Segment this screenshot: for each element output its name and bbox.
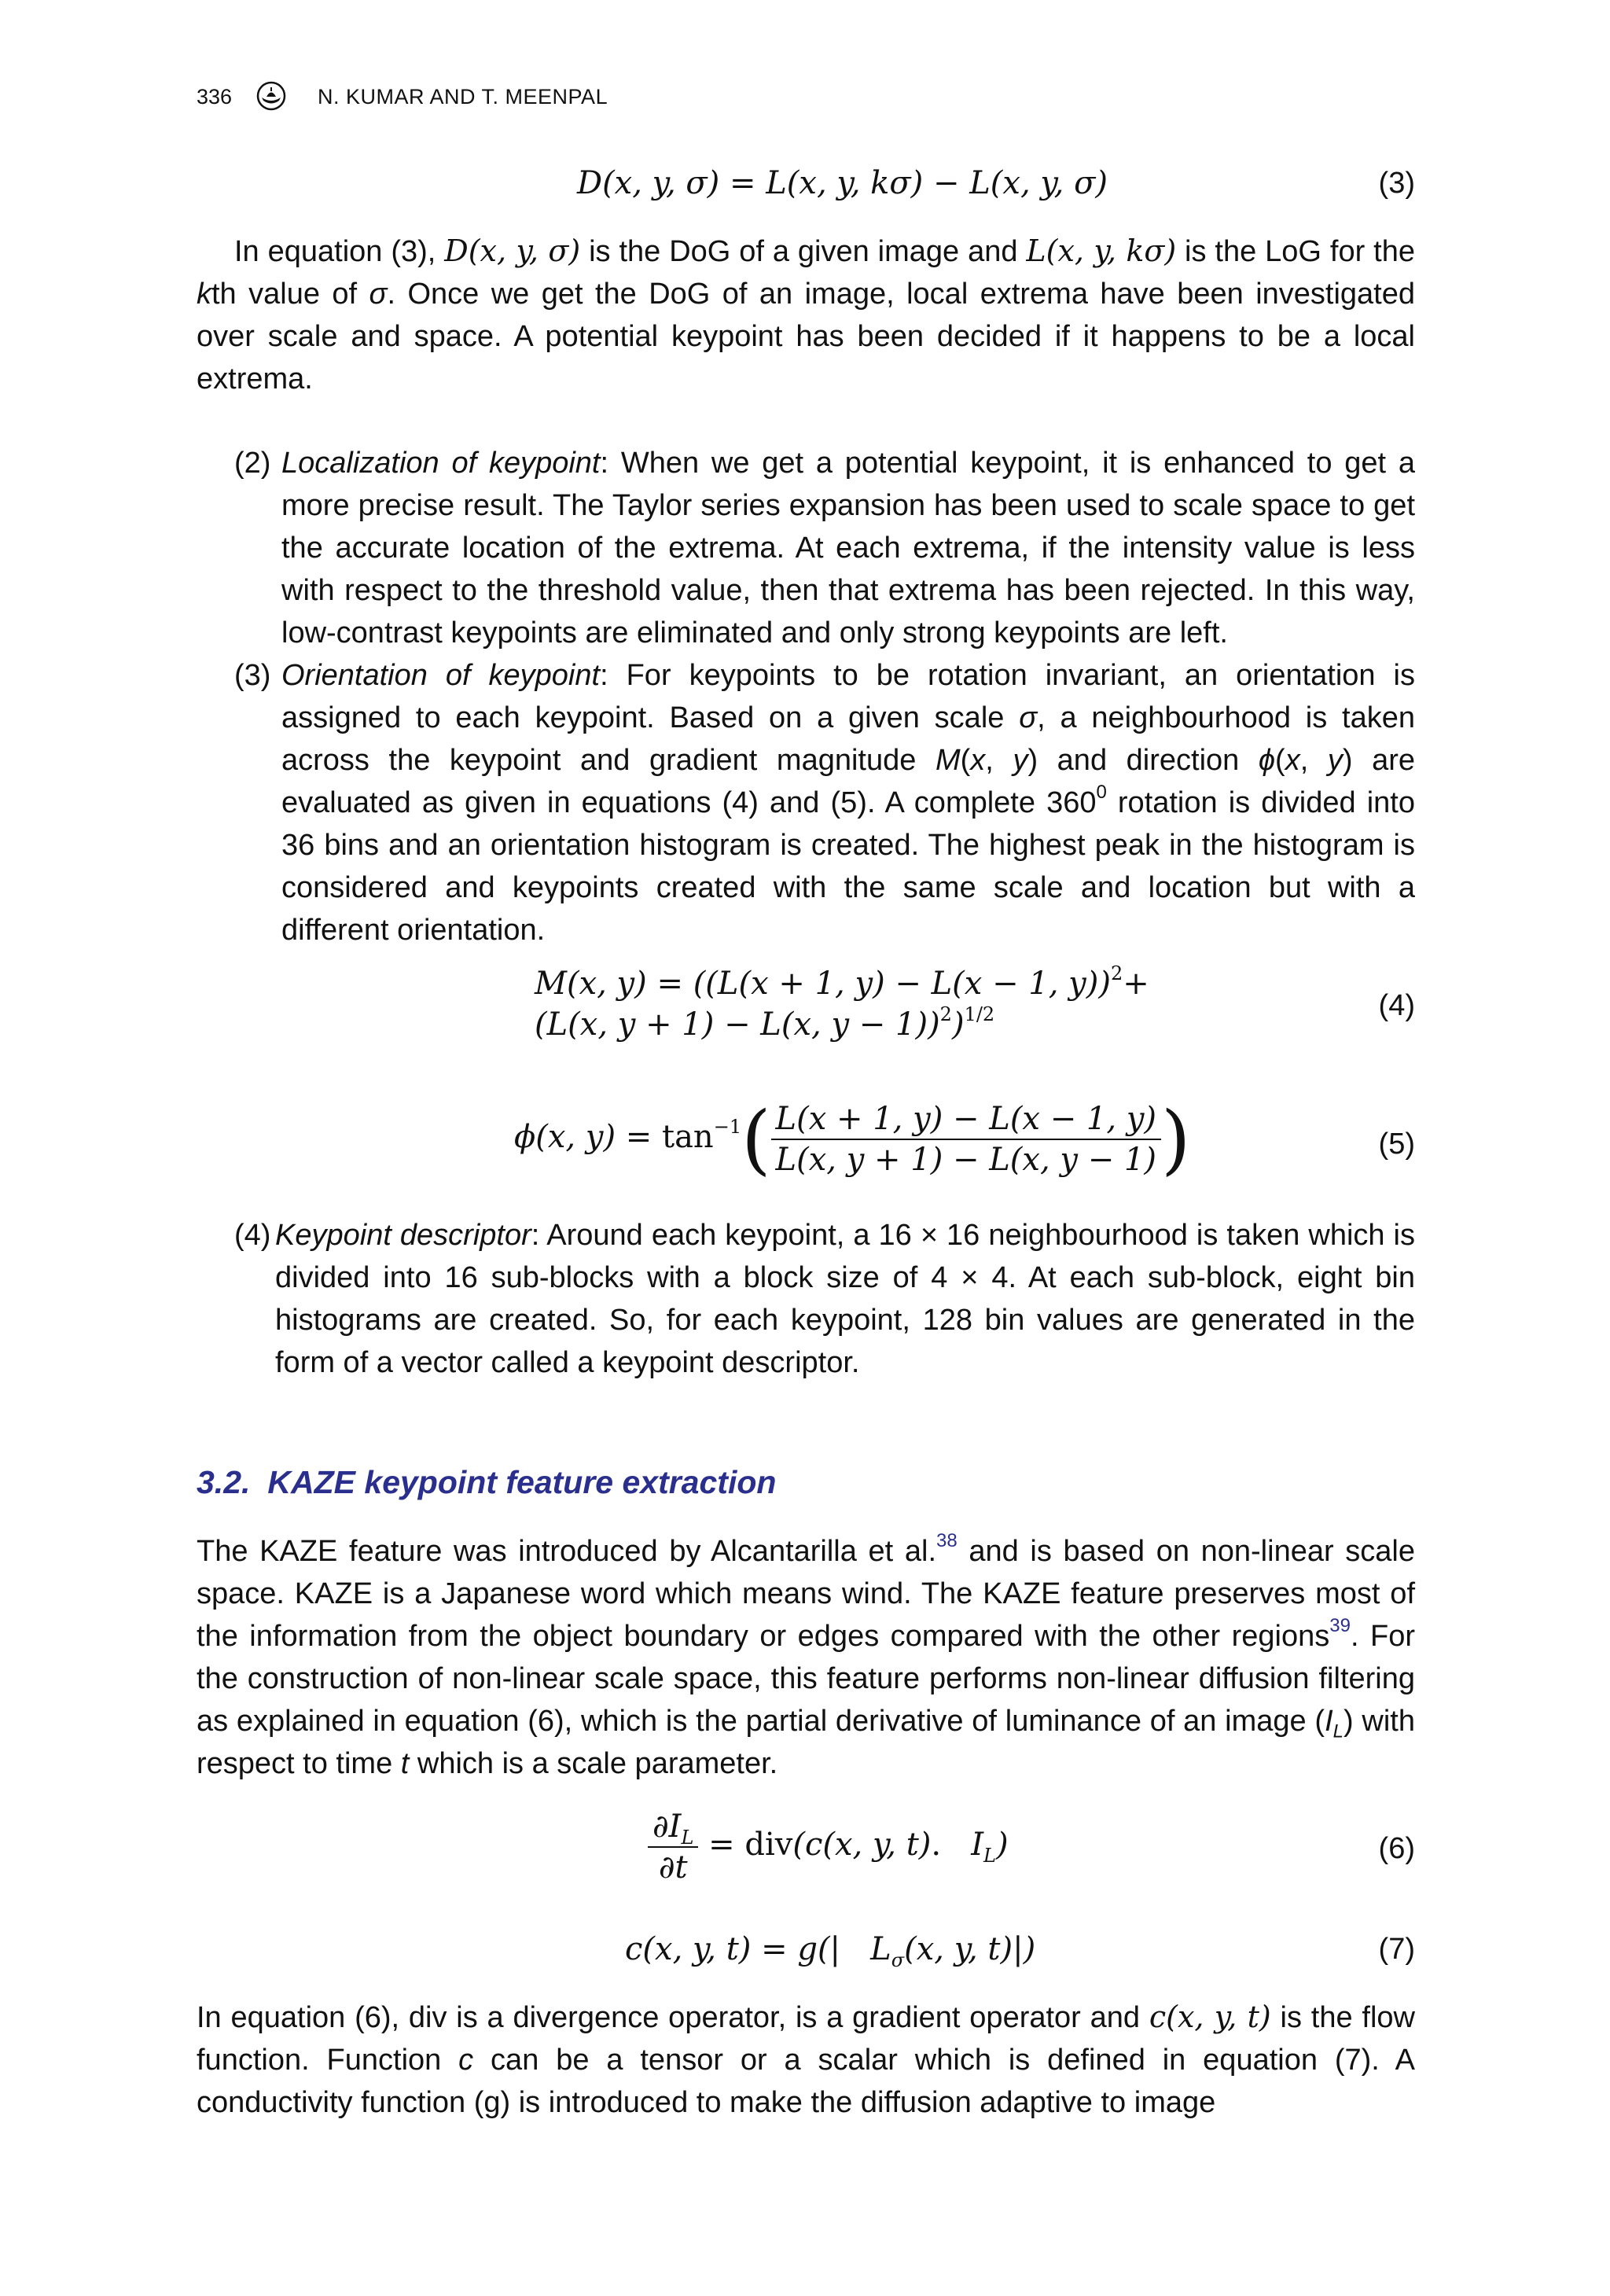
equation-7-number: (7) bbox=[1378, 1933, 1415, 1966]
equation-5 bbox=[197, 1095, 1415, 1195]
equation-4-number: (4) bbox=[1378, 989, 1415, 1022]
section-title: KAZE keypoint feature extraction bbox=[267, 1464, 777, 1500]
list-item-title: Keypoint descriptor bbox=[275, 1219, 531, 1252]
equation-7-expression: c(x, y, t) = g(| $L_\sigma(x$, y, t)|) bbox=[625, 1931, 1036, 1971]
list-item-title: Localization of keypoint bbox=[281, 447, 601, 480]
equation-3 bbox=[197, 165, 1415, 209]
equation-6-number: (6) bbox=[1378, 1832, 1415, 1865]
equation-6-expression: $\frac{\partial I_L}{\partial t}$ = div(c(x, y, t). $I_L$) bbox=[648, 1808, 1009, 1886]
section-heading bbox=[197, 1464, 776, 1501]
equation-4 bbox=[197, 962, 1415, 1060]
citation-link[interactable]: 39 bbox=[1329, 1615, 1351, 1637]
equation-3-expression: D(x, y, σ) = L(x, y, kσ) − L(x, y, σ) bbox=[577, 165, 1108, 201]
list-item-localization: (2) Localization of keypoint: When we get a potential keypoint, it is enhanced to get a more precise result. The Taylor series expansion has been used to scale space to get the accurate location of the extrema. At each extrema, if the intensity value is less with respect to the threshold value, then that extrema has been rejected. In this way, low-contrast keypoints are eliminated and only strong keypoints are left. bbox=[234, 447, 1416, 649]
page-number: 336 bbox=[197, 85, 233, 109]
equation-3-number: (3) bbox=[1378, 167, 1415, 200]
list-item-descriptor: (4) Keypoint descriptor: Around each keypoint, a 16 × 16 neighbourhood is taken which is divided into 16 sub-blocks with a block size of 4 × 4. At each sub-block, eight bin histograms are created. So, for each keypoint, 128 bin values are generated in the form of a vector called a keypoint descriptor. bbox=[234, 1219, 1415, 1379]
equation-4-line-2: (L(x, y + 1) − L(x, y − 1))$^2$)$^{1/2}$ bbox=[535, 1003, 995, 1043]
equation-5-expression: ϕ(x, $y) = \tan^{-1}$( $\frac{L(x + 1, y) - L(x - 1, y)}{L(x, y + 1) - L(x, y - 1)}$ ) bbox=[514, 1095, 1191, 1183]
citation-link[interactable]: 38 bbox=[936, 1530, 958, 1552]
paragraph-dog: In equation (3), D(x, y, σ) is the DoG of a given image and L(x, y, kσ) is the LoG for the kth value of σ. Once we get the DoG of an image, local extrema have been investigated over scale and space. A potential keypoint has been decided if it happens to be a local extrema. bbox=[197, 234, 1415, 396]
equation-6 bbox=[197, 1808, 1415, 1895]
publisher-logo-icon bbox=[255, 80, 287, 112]
running-header-authors: N. KUMAR AND T. MEENPAL bbox=[318, 85, 608, 109]
paragraph-kaze: The KAZE feature was introduced by Alcantarilla et al.$^{38}$ and is based on non-linear scale space. KAZE is a Japanese word which means wind. The KAZE feature preserves most of the information from the object boundary or edges compared with the other regions$^{39}$. For the construction of non-linear scale space, this feature performs non-linear diffusion filtering as explained in equation (6), which is the partial derivative of luminance of an image $(I_L)$ with respect to time t which is a scale parameter. bbox=[197, 1530, 1416, 1780]
equation-4-line-1: M(x, y) = ((L(x + 1, y) − L(x − 1, y))$^2$+ bbox=[535, 962, 1149, 1002]
equation-5-number: (5) bbox=[1378, 1128, 1415, 1161]
section-number: 3.2. bbox=[197, 1464, 251, 1500]
list-item-orientation: (3) Orientation of keypoint: For keypoints to be rotation invariant, an orientation is assigned to each keypoint. Based on a given scale σ, a neighbourhood is taken across the keypoint and gradient magnitude M(x, y) and direction ϕ(x, y) are evaluated as given in equations (4) and (5). A complete $360^0$ rotation is divided into 36 bins and an orientation histogram is created. The highest peak in the histogram is considered and keypoints created with the same scale and location but with a different orientation. bbox=[234, 659, 1416, 947]
list-item-title: Orientation of keypoint bbox=[281, 659, 601, 692]
paragraph-divergence: In equation (6), div is a divergence operator, is a gradient operator and c(x, y, t) is the flow function. Function c can be a tensor or a scalar which is defined in equation (7). A conductivity function (g) is introduced to make the diffusion adaptive to image bbox=[197, 2000, 1415, 2119]
equation-7 bbox=[197, 1931, 1415, 1975]
